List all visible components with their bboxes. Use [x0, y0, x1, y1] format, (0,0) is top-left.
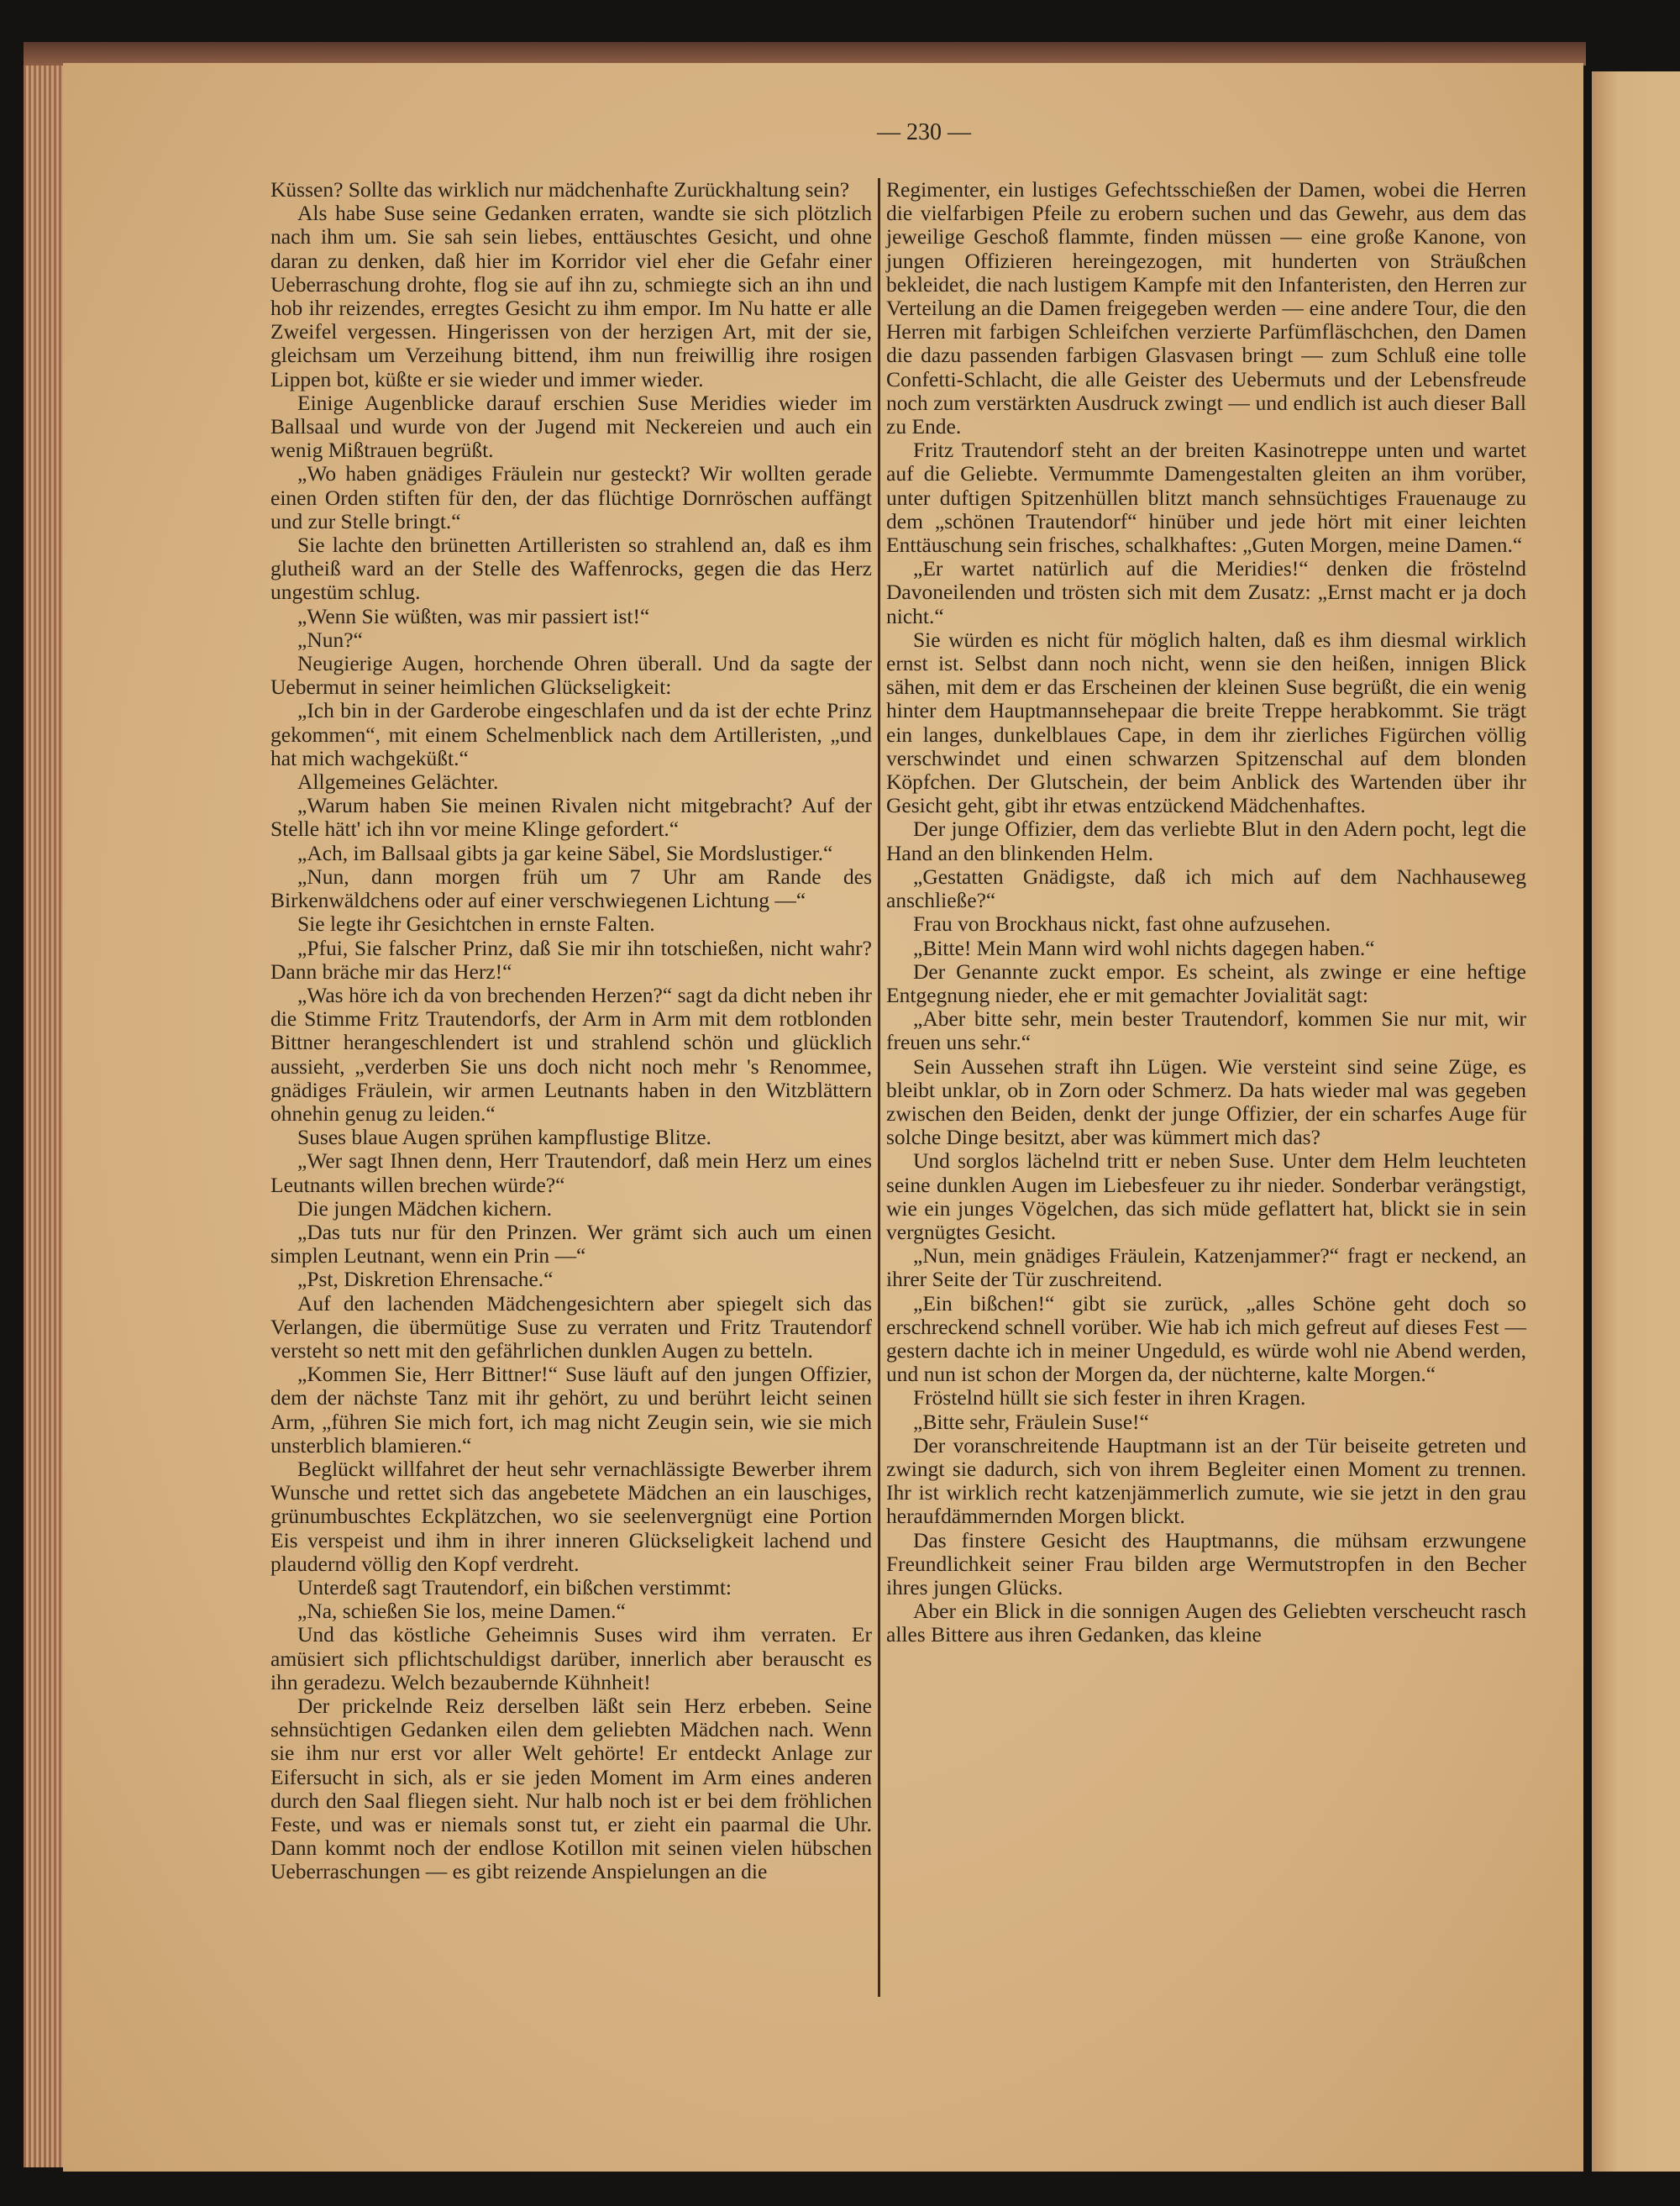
paragraph: Sein Aussehen straft ihn Lügen. Wie versteint sind seine Züge, es bleibt unklar, ob in Zorn oder Schmerz. Da hats wieder mal was gegeben zwischen den Beiden, denkt der junge Offizier, der ein scharfes Auge für solche Dinge besitzt, aber was kümmert mich das? — [886, 1053, 1526, 1150]
paragraph: „Was höre ich da von brechenden Herzen?“ sagt da dicht neben ihr die Stimme Fritz Trautendorfs, der Arm in Arm mit dem rotblonden Bittner herangeschlendert ist und strahlend schön und glücklich aussieht, „verderben Sie uns doch nicht noch mehr 's Renommee, gnädiges Fräulein, wir armen Leutnants haben in den Witzblättern ohnehin genug zu leiden.“ — [270, 982, 872, 1126]
paragraph: „Gestatten Gnädigste, daß ich mich auf dem Nachhauseweg anschließe?“ — [886, 864, 1526, 913]
paragraph: „Bitte sehr, Fräulein Suse!“ — [913, 1409, 1149, 1434]
paragraph: „Ach, im Ballsaal gibts ja gar keine Säbel, Sie Mordslustiger.“ — [297, 840, 833, 865]
paragraph: „Pfui, Sie falscher Prinz, daß Sie mir ihn totschießen, nicht wahr? Dann bräche mir das Herz!“ — [270, 935, 872, 984]
paragraph: Beglückt willfahret der heut sehr vernachlässigte Bewerber ihrem Wunsche und rettet sich das angebetete Mädchen an ein lauschiges, grünumbuschtes Eckplätzchen, wo sie seelenvergnügt eine Portion Eis verspeist und ihm in ihrer inneren Glückseligkeit lachend und plaudernd völlig den Kopf verdreht. — [270, 1456, 872, 1576]
paragraph: Und sorglos lächelnd tritt er neben Suse. Unter dem Helm leuchteten seine dunklen Augen im Liebesfeuer zu ihr nieder. Sonderbar verängstigt, wie ein junges Vögelchen, das sich müde geflattert hat, blickt sie in sein vergnügtes Gesicht. — [886, 1148, 1526, 1244]
paragraph: „Das tuts nur für den Prinzen. Wer grämt sich auch um einen simplen Leutnant, wenn ein Prin —“ — [270, 1219, 872, 1268]
paragraph: Allgemeines Gelächter. — [297, 769, 499, 795]
paragraph: Der Genannte zuckt empor. Es scheint, als zwinge er eine heftige Entgegnung nieder, ehe er mit gemachter Jovialität sagt: — [886, 959, 1526, 1007]
paragraph: Der prickelnde Reiz derselben läßt sein Herz erbeben. Seine sehnsüchtigen Gedanken eilen dem geliebten Mädchen nach. Wenn sie ihm nur erst vor aller Welt gehörte! Er entdeckt Anlage zur Eifersucht in sich, als er sie jeden Moment im Arm eines anderen durch den Saal fliegen sieht. Nur halb noch ist er bei dem fröhlichen Feste, und was er niemals sonst tut, er zieht ein paarmal die Uhr. Dann kommt noch der endlose Kotillon mit seinen vielen hübschen Ueberraschungen — es gibt reizende Anspielungen an die — [270, 1694, 872, 1884]
paragraph: Aber ein Blick in die sonnigen Augen des Geliebten verscheucht rasch alles Bittere aus ihren Gedanken, das kleine — [886, 1599, 1526, 1647]
paragraph: „Ein bißchen!“ gibt sie zurück, „alles Schöne geht doch so erschreckend schnell vorüber. Wie hab ich mich gefreut auf dieses Fest — gestern dachte ich in meiner Ungeduld, es würde wohl nie Abend werden, und nun ist schon der Morgen da, der nüchterne, kalte Morgen.“ — [886, 1290, 1526, 1387]
left-column — [270, 178, 872, 1884]
paragraph: „Wenn Sie wüßten, was mir passiert ist!“ — [297, 603, 650, 628]
right-column — [886, 178, 1526, 1647]
paragraph: Und das köstliche Geheimnis Suses wird ihm verraten. Er amüsiert sich pflichtschuldigst darüber, innerlich aber berauscht es ihn geradezu. Welch bezaubernde Kühnheit! — [270, 1622, 872, 1694]
paragraph: Als habe Suse seine Gedanken erraten, wandte sie sich plötzlich nach ihm um. Sie sah sein liebes, enttäuschtes Gesicht, und ohne daran zu denken, daß hier im Korridor viel eher die Gefahr einer Ueberraschung drohte, flog sie auf ihn zu, schmiegte sich an ihn und hob ihr reizendes, erregtes Gesicht zu ihm empor. Im Nu hatte er alle Zweifel vergessen. Hingerissen von der herzigen Art, mit der sie, gleichsam um Verzeihung bittend, ihm nun freiwillig ihre rosigen Lippen bot, küßte er sie wieder und immer wieder. — [270, 201, 872, 391]
paragraph: Neugierige Augen, horchende Ohren überall. Und da sagte der Uebermut in seiner heimlichen Glückseligkeit: — [270, 651, 872, 700]
paragraph: „Pst, Diskretion Ehrensache.“ — [297, 1267, 554, 1292]
paragraph: Sie würden es nicht für möglich halten, daß es ihm diesmal wirklich ernst ist. Selbst dann noch nicht, wenn sie den heißen, innigen Blick sähen, mit dem er das Erscheinen der kleinen Suse begrüßt, die ein wenig hinter dem Hauptmannsehepaar die breite Treppe herabkommt. Sie trägt ein langes, dunkelblaues Cape, in dem ihr zierliches Figürchen völlig verschwindet und einen schwarzen Spitzenschal auf dem blonden Köpfchen. Der Glutschein, der beim Anblick des Wartenden über ihr Gesicht geht, gibt ihr etwas entzückend Mädchenhaftes. — [886, 627, 1526, 818]
column-divider — [878, 178, 880, 1997]
paragraph: „Er wartet natürlich auf die Meridies!“ denken die fröstelnd Davoneilenden und trösten sich mit dem Zusatz: „Ernst macht er ja doch nicht.“ — [886, 556, 1526, 628]
paragraph: Die jungen Mädchen kichern. — [297, 1195, 553, 1221]
paragraph: Suses blaue Augen sprühen kampflustige Blitze. — [297, 1125, 711, 1150]
paragraph: „Kommen Sie, Herr Bittner!“ Suse läuft auf den jungen Offizier, dem der nächste Tanz mit ihr gehört, zu und berührt leicht seinen Arm, „führen Sie mich fort, ich mag nicht Zeugin sein, wie sie mich unsterblich blamieren.“ — [270, 1362, 872, 1458]
paragraph: Sie legte ihr Gesichtchen in ernste Falten. — [297, 911, 655, 937]
paragraph: „Nun, dann morgen früh um 7 Uhr am Rande des Birkenwäldchens oder auf einer verschwiegenen Lichtung —“ — [270, 864, 872, 913]
paragraph: „Bitte! Mein Mann wird wohl nichts dagegen haben.“ — [913, 935, 1375, 960]
paragraph: „Na, schießen Sie los, meine Damen.“ — [297, 1599, 626, 1624]
paragraph: „Wer sagt Ihnen denn, Herr Trautendorf, daß mein Herz um eines Leutnants willen brechen würde?“ — [270, 1148, 872, 1197]
paragraph: Sie lachte den brünetten Artilleristen so strahlend an, daß es ihm glutheiß ward an der Stelle des Waffenrocks, gegen die das Herz ungestüm schlug. — [270, 533, 872, 605]
paragraph: „Nun?“ — [297, 627, 363, 652]
paragraph: „Nun, mein gnädiges Fräulein, Katzenjammer?“ fragt er neckend, an ihrer Seite der Tür zuschreitend. — [886, 1243, 1526, 1292]
paragraph: Küssen? Sollte das wirklich nur mädchenhafte Zurückhaltung sein? — [270, 177, 850, 202]
paragraph: „Wo haben gnädiges Fräulein nur gesteckt? Wir wollten gerade einen Orden stiften für den, der das flüchtige Dornröschen auffängt und zur Stelle bringt.“ — [270, 461, 872, 533]
book-top-edge — [24, 42, 1586, 66]
paragraph: Einige Augenblicke darauf erschien Suse Meridies wieder im Ballsaal und wurde von der Jugend mit Neckereien und auch ein wenig Mißtrauen begrüßt. — [270, 390, 872, 463]
paragraph: Unterdeß sagt Trautendorf, ein bißchen verstimmt: — [297, 1574, 732, 1599]
paragraph: Der voranschreitende Hauptmann ist an der Tür beiseite getreten und zwingt sie dadurch, sich von ihrem Begleiter einen Moment zu trennen. Ihr ist wirklich recht katzenjämmerlich zumute, wie sie jetzt in den grau heraufdämmernden Morgen blickt. — [886, 1432, 1526, 1529]
paragraph: Das finstere Gesicht des Hauptmanns, die mühsam erzwungene Freundlichkeit seiner Frau bilden arge Wermutstropfen in den Becher ihres jungen Glücks. — [886, 1527, 1526, 1599]
paragraph: „Warum haben Sie meinen Rivalen nicht mitgebracht? Auf der Stelle hätt' ich ihn vor meine Klinge gefordert.“ — [270, 793, 872, 842]
paragraph: Fröstelnd hüllt sie sich fester in ihren Kragen. — [913, 1385, 1306, 1410]
paragraph: „Ich bin in der Garderobe eingeschlafen und da ist der echte Prinz gekommen“, mit einem Schelmenblick nach dem Artilleristen, „und hat mich wachgeküßt.“ — [270, 698, 872, 770]
paragraph: Fritz Trautendorf steht an der breiten Kasinotreppe unten und wartet auf die Geliebte. Vermummte Damengestalten gleiten an ihm vorüber, unter duftigen Spitzenhüllen blitzt manch sehnsüchtiges Frauenauge zu dem „schönen Trautendorf“ hinüber und jede hört mit einer leichten Enttäuschung sein frisches, schalkhaftes: „Guten Morgen, meine Damen.“ — [886, 438, 1526, 558]
facing-page-edge — [1592, 71, 1680, 2172]
paragraph: Regimenter, ein lustiges Gefechtsschießen der Damen, wobei die Herren die vielfarbigen Pfeile zu erobern suchen und das Gewehr, aus dem das jeweilige Geschoß flammte, finden müssen — eine große Kanone, von jungen Offizieren hereingezogen, mit hunderten von Sträußchen bekleidet, die nach lustigem Kampfe mit den Infanteristen, den Herren zur Verteilung an die Damen freigegeben werden — eine andere Tour, die den Herren mit farbigen Schleifchen verzierte Parfümfläschchen, den Damen die dazu passenden farbigen Glasvasen bringt — zum Schluß eine tolle Confetti-Schlacht, die alle Geister des Uebermuts und der Lebensfreude noch zum verstärkten Ausdruck zwingt — und endlich ist auch dieser Ball zu Ende. — [886, 177, 1526, 439]
paragraph: „Aber bitte sehr, mein bester Trautendorf, kommen Sie nur mit, wir freuen uns sehr.“ — [886, 1006, 1526, 1055]
paragraph: Auf den lachenden Mädchengesichtern aber spiegelt sich das Verlangen, die übermütige Suse zu verraten und Fritz Trautendorf versteht so nett mit den gefährlichen dunklen Augen zu betteln. — [270, 1290, 872, 1363]
paragraph: Der junge Offizier, dem das verliebte Blut in den Adern pocht, legt die Hand an den blinkenden Helm. — [886, 817, 1526, 865]
page-number: — 230 — — [877, 119, 971, 145]
paragraph: Frau von Brockhaus nickt, fast ohne aufzusehen. — [913, 911, 1331, 937]
